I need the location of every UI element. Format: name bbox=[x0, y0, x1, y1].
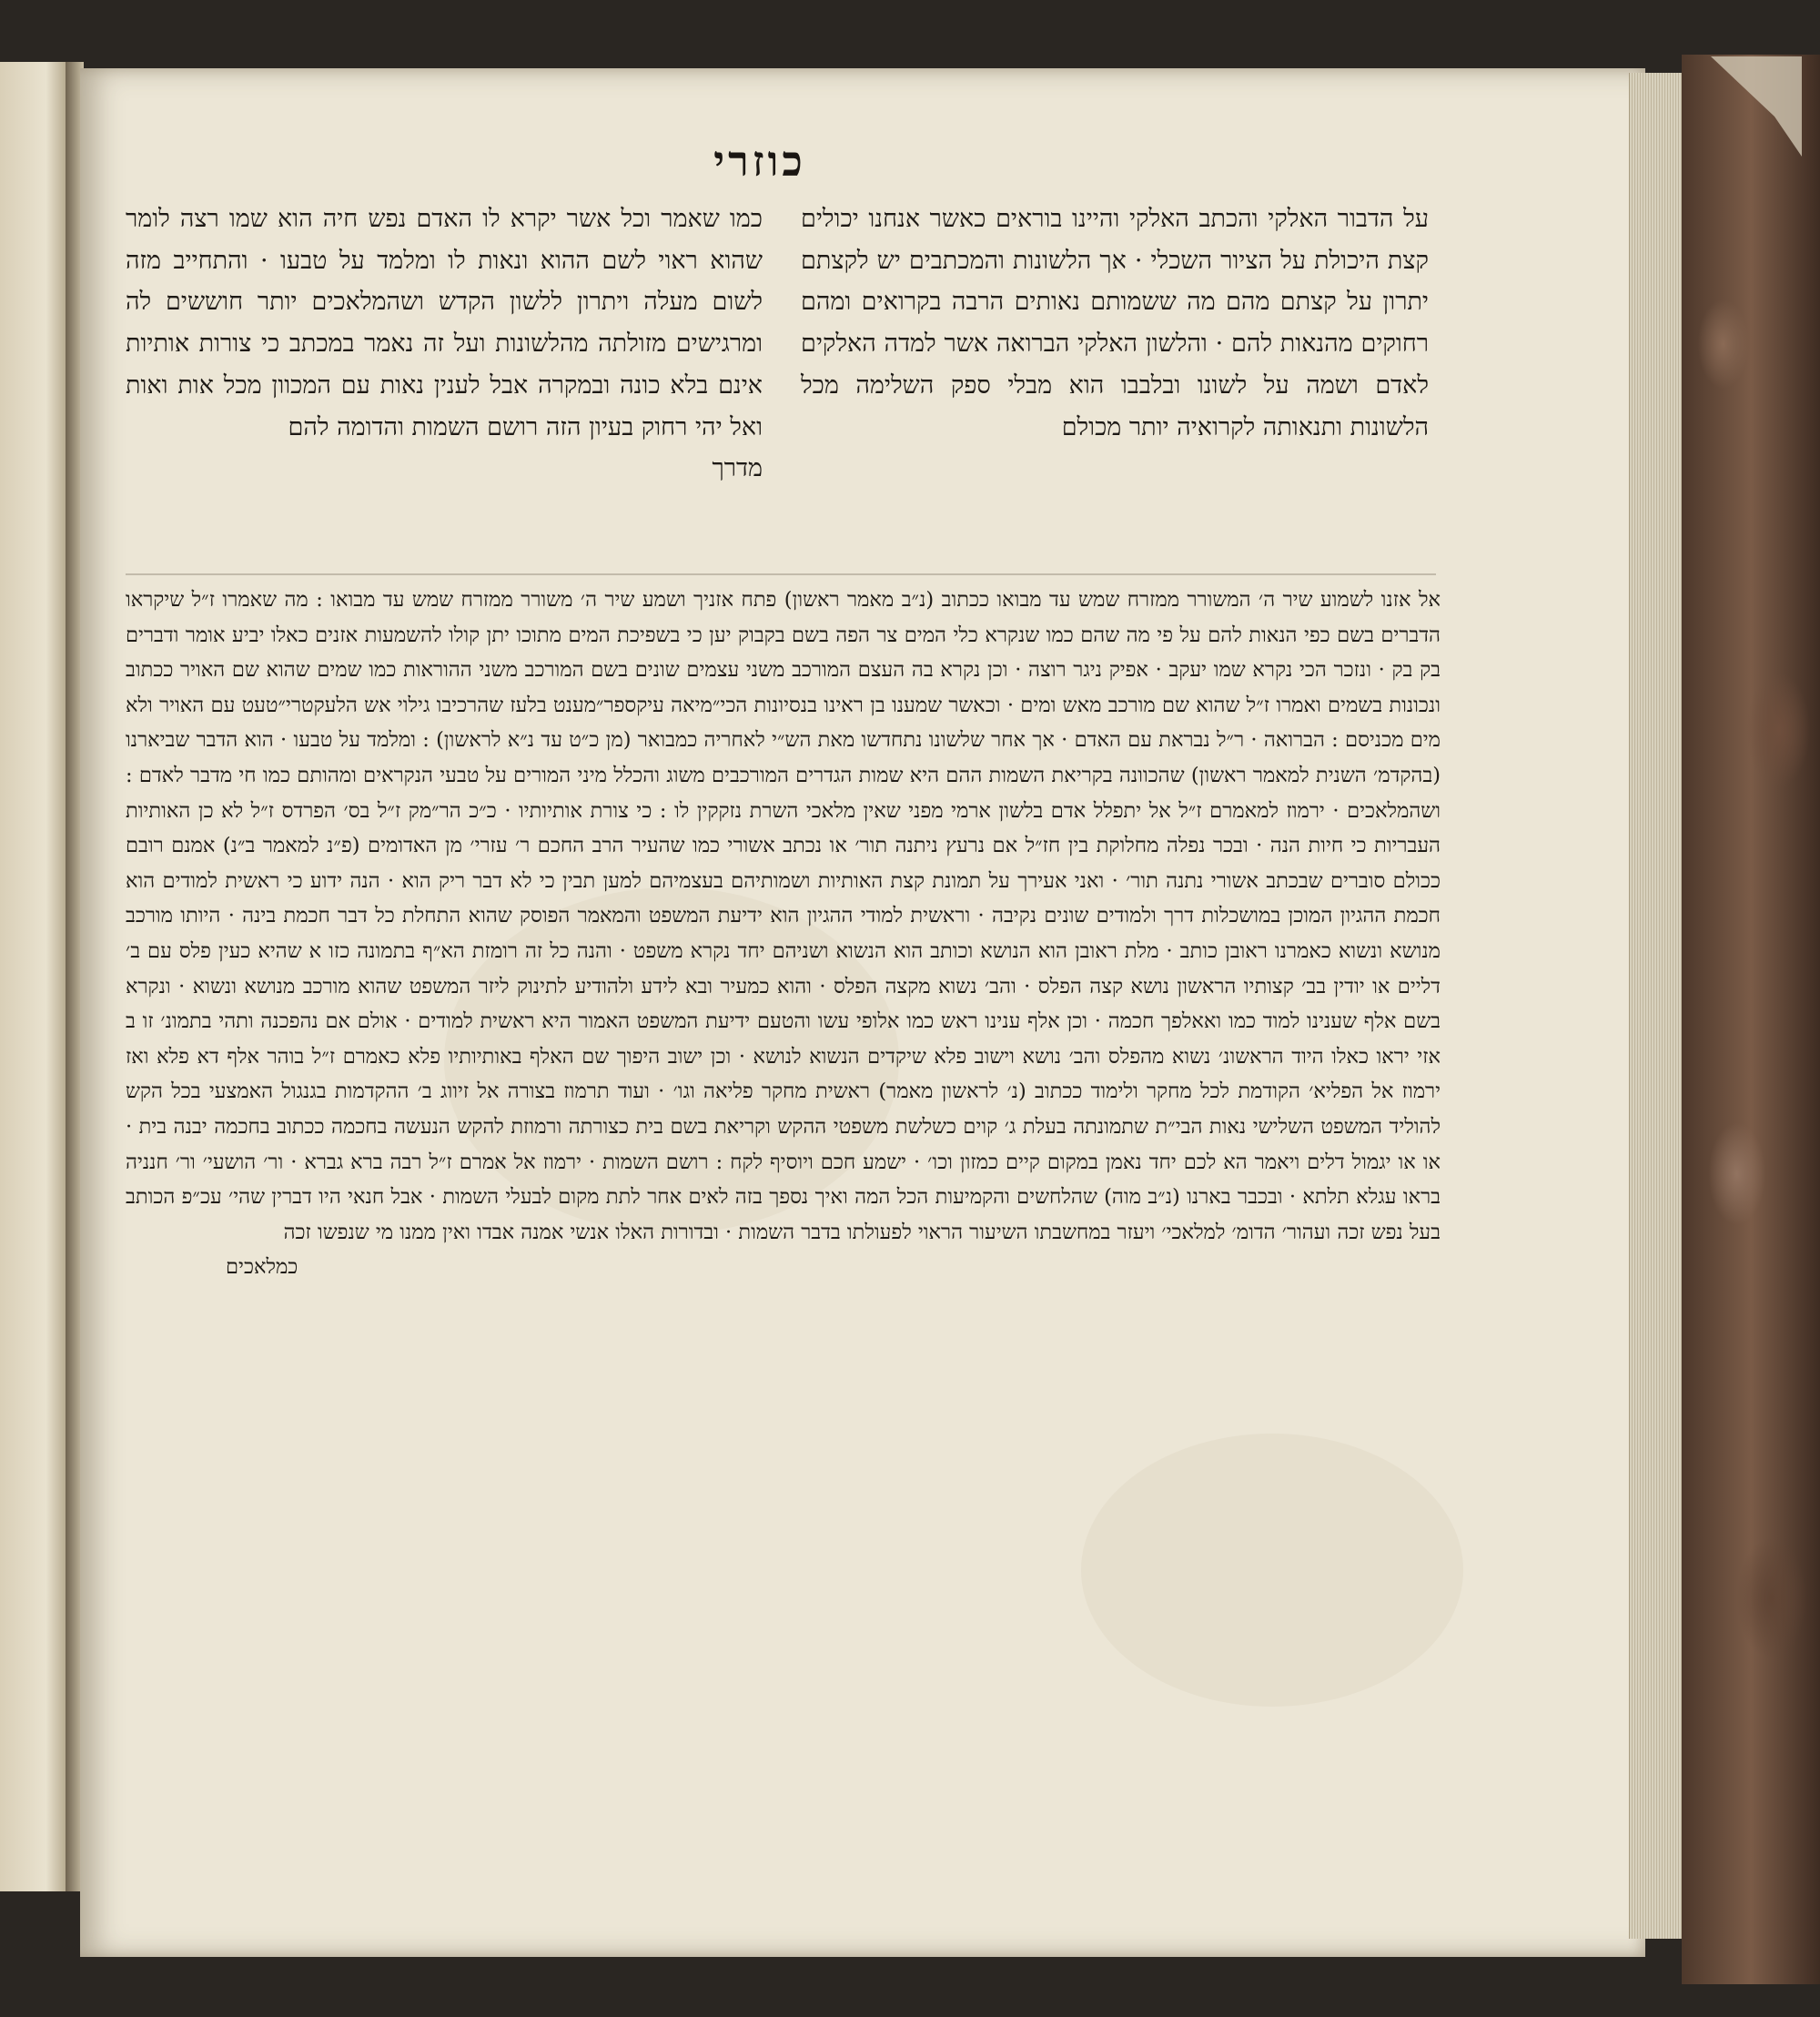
main-text-right-column bbox=[801, 198, 1429, 448]
main-text-left-column bbox=[126, 198, 763, 490]
main-text-catchword: מדרך bbox=[712, 454, 763, 483]
commentary-body: אל אזנו לשמוע שיר ה׳ המשורר ממזרח שמש עד מבואו ככתוב (נ״ב מאמר ראשון) פתח אזניך ושמע שיר ה׳ משורר ממזרח שמש עד מבואו : מה שאמרו ז״ל שיקראו הדברים בשם כפי הנאות להם על פי מה שהם כמו שנקרא כלי המים צר הפה בשם בקבוק יען כי בשפיכת המים מתוכו יתן קולו להשמעות אזנים כאלו יביע אומר ודברים בק בק · ונזכר הכי נקרא שמו יעקב · אפיק ניגר רוצה · וכן נקרא בה העצם המורכב משני עצמים שונים בשם המורכב משני ההוראות כמו שמים שהוא שם האויר ככתוב ונכונות בשמים ואמרו ז״ל שהוא שם מורכב מאש ומים · וכאשר שמענו בן ראינו בנסיונות הכי״מיאה עיקספר״מענט בלעז שהרכיבו גילוי אש הלעקטרי״טעט עם האויר ולא מים מכניסם : הברואה · ר״ל נבראת עם האדם · אך אחר שלשונו נתחדשו מאת הש״י לאחריה כמבואר (מן כ״ט עד נ״א לראשון) : ומלמד על טבעו · הוא הדבר שביארנו (בהקדמ׳ השנית למאמר ראשון) שהכוונה בקריאת השמות ההם היא שמות הגדרים המורכבים משוג והכלל מיני המורים על טבעי הנקראים ומהותם כמו חי מדבר לאדם : ושהמלאכים · ירמוז למאמרם ז״ל אל יתפלל אדם בלשון ארמי מפני שאין מלאכי השרת נזקקין לו : כי צורת אותיותיו · כ״כ הר״מק ז״ל בס׳ הפרדס ז״ל לא כן האותיות העבריות כי חיות הנה · ובכר נפלה מחלוקת בין חז״ל אם נרעץ ניתנה תור׳ או נכתב אשורי כמו שהעיר הרב החכם ר׳ עזרי׳ מן האדומים (פ״נ למאמר ב״נ) אמנם רובם ככולם סוברים שבכתב אשורי נתנה תור׳ · ואני אעירך על תמונת קצת האותיות ושמותיהם בעצמיהם למען תבין כי לא דבר ריק הוא · הנה ידוע כי ראשית למודים הוא חכמת ההגיון המוכן במושכלות דרך ולמודים שונים נקיבה · וראשית למודי ההגיון הוא ידיעת המשפט והמאמר הפוסק שהוא התחלת כל דבר חכמת בינה · היותו מורכב מנושא ונשוא כאמרנו ראובן כותב · מלת ראובן הוא הנושא וכותב הוא הנשוא ושניהם יחד נקרא משפט · והנה כל זה רומזת הא״ף בתמונה כזו א שהיא כעין פלס עם ב׳ דליים או יודין בב׳ קצותיו הראשון נושא קצה הפלס · והב׳ נשוא מקצה הפלס · והוא כמעיר ובא לידע ולהודיע לתינוק ליזר המשפט שהוא מורכב מנושא ונשוא · ונקרא בשם אלף שענינו למוד כמו ואאלפך חכמה · וכן אלף ענינו ראש כמו אלופי עשו והטעם ידיעת המשפט האמור היא ראשית למודים · אולם אם נהפכנה ותהי בתמונ׳ זו ב אזי יראו כאלו היוד הראשונ׳ נשוא מהפלס והב׳ נושא וישוב פלא שיקדים הנשוא לנושא · וכן ישוב היפוך שם האלף באותיותיו פלא כאמרם ז״ל בוהר אלף דא פלא ואז ירמוז אל הפליא׳ הקודמת לכל מחקר ולימוד ככתוב (נ׳ לראשון מאמר) ראשית מחקר פליאה וגו׳ · ועוד תרמוז בצורה אל זיווג ב׳ ההקדמות בגנגול האמצעי בכל הקש להוליד המשפט השלישי נאות הבי״ת שתמונתה בעלת ג׳ קוים כשלשת משפטי ההקש וקריאת בשם בית כצורתה ורמוזת להקש הנעשה בחכמה ככתוב בחכמה יבנה בית · או או יגמול דלים ויאמר הא לכם יחד נאמן במקום קיים כמזון וכו׳ · ישמע חכם ויוסיף לקח : רושם השמות · ירמוז אל אמרם ז״ל רבה ברא גברא · ור׳ הושעי׳ ור׳ חנניה בראו עגלא תלתא · ובכבר בארנו (נ״ב מוה) שהלחשים והקמיעות הכל המה ואיך נספך בזה לאים אחר לתת מקום לבעלי השמות · אבל חנאי היו דברין שהי׳ עכ״פ הכותב בעל נפש זכה ועהור׳ הדומ׳ למלאכי׳ ויעזר במחשבתו השיעור הראוי לפעולתו בדבר השמות · ובדורות האלו אנשי אמנה אבדו ואין ממנו מי שנפשו זכה bbox=[126, 588, 1441, 1244]
commentary-catchword: כמלאכים bbox=[226, 1255, 298, 1280]
left-page-edge bbox=[0, 62, 67, 1891]
marbled-cover bbox=[1682, 55, 1820, 1984]
main-text-right-body: על הדבור האלקי והכתב האלקי והיינו בוראים כאשר אנחנו יכולים קצת היכולת על הציור השכלי · אך הלשונות והמכתבים יש לקצתם יתרון על קצתם מהם מה ששמותם נאותים הרבה בקרואים ומהם רחוקים מהנאות להם · והלשון האלקי הברואה אשר למדה האלקים לאדם ושמה על לשונו ובלבבו הוא מבלי ספק השלימה מכל הלשונות ותנאותה לקרואיה יותר מכולם bbox=[801, 205, 1429, 441]
page-block-edges bbox=[1629, 73, 1684, 1939]
main-text-left-body: כמו שאמר וכל אשר יקרא לו האדם נפש חיה הוא שמו רצה לומר שהוא ראוי לשם ההוא ונאות לו ומלמד על טבעו · והתחייב מזה לשום מעלה ויתרון ללשון הקדש ושהמלאכים יותר חוששים לה ומרגישים מזולתה מהלשונות ועל זה נאמר במכתב כי צורות אותיות אינם בלא כונה ובמקרה אבל לענין נאות עם המכוון מכל אות ואות ואל יהי רחוק בעיון הזה רושם השמות והדומה להם bbox=[126, 205, 763, 441]
section-divider bbox=[126, 573, 1436, 575]
commentary-block bbox=[126, 583, 1441, 1285]
paper-stain bbox=[1081, 1434, 1463, 1707]
running-head: כוזרי bbox=[713, 137, 806, 186]
